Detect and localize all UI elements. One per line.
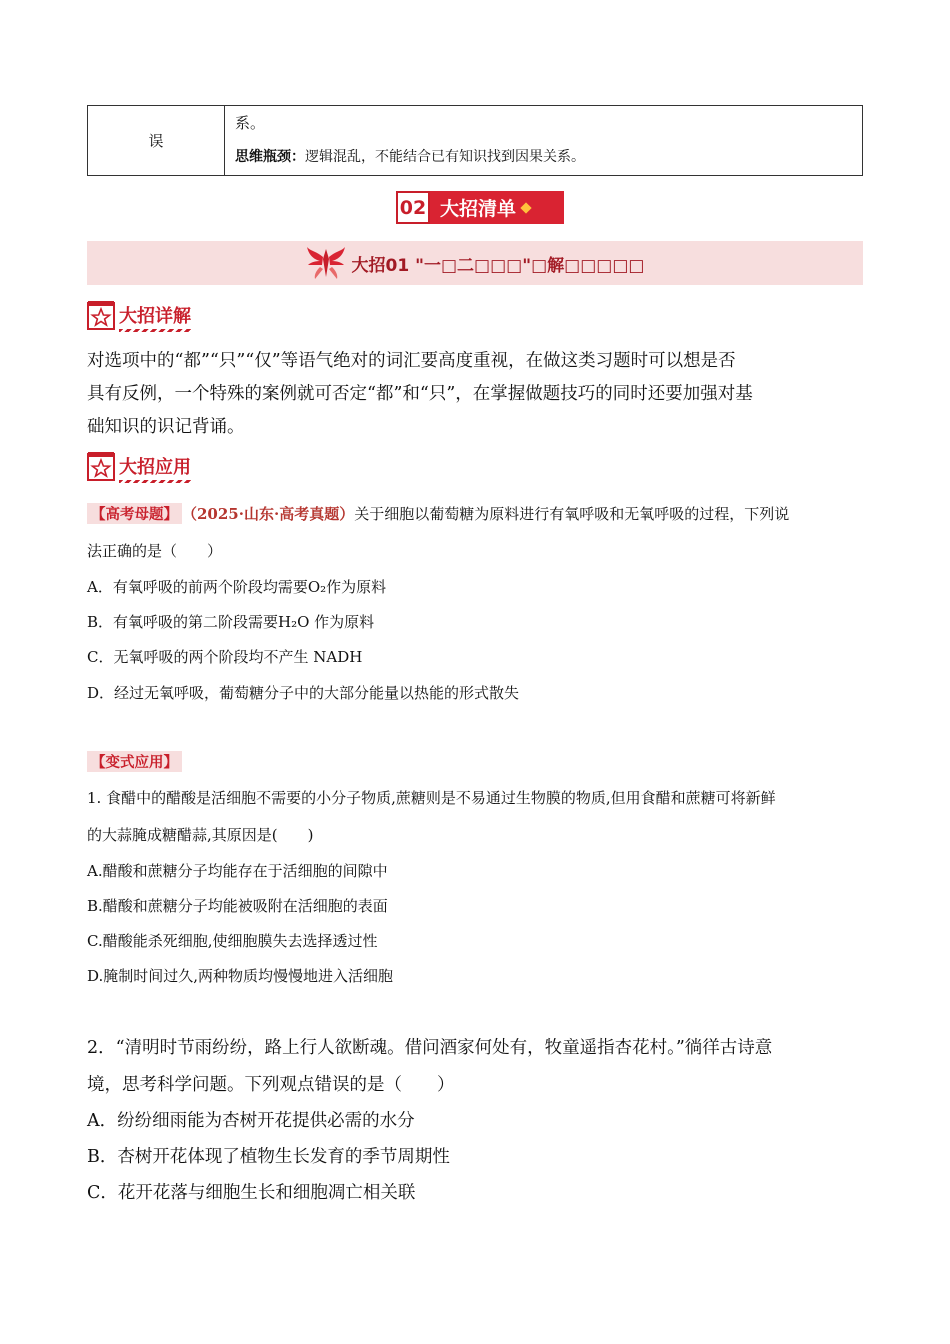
table-cell-line1: 系。 (235, 114, 266, 132)
q2-option-a: A．纷纷细雨能为杏树开花提供必需的水分 (87, 1111, 415, 1131)
banner-title: 大招01 "一□二□□□"□解□□□□□ (351, 255, 645, 276)
option-c: C．无氧呼吸的两个阶段均不产生 NADH (87, 648, 363, 666)
bottleneck-text: 逻辑混乱，不能结合已有知识找到因果关系。 (305, 149, 585, 165)
table-cell-line2 (235, 146, 585, 166)
section-title: 大招清单 (440, 198, 517, 220)
mother-question-stem-2: 法正确的是（ ） (87, 542, 223, 560)
star-book-icon (87, 451, 115, 481)
variant-tag: 【变式应用】 (87, 751, 182, 772)
section-title-box (430, 191, 564, 224)
star-book-icon (87, 300, 115, 330)
detail-line: 对选项中的“都”“只”“仅”等语气绝对的词汇要高度重视，在做这类习题时可以想是否 (87, 351, 736, 371)
bottleneck-label: 思维瓶颈： (235, 149, 305, 165)
detail-heading-text: 大招详解 (119, 302, 191, 328)
diamond-icon (520, 202, 531, 213)
q1-stem-2: 的大蒜腌成糖醋蒜,其原因是( ) (87, 826, 314, 844)
q2-stem: 2．“清明时节雨纷纷，路上行人欲断魂。借问酒家何处有，牧童遥指杏花村。”徜徉古诗意 (87, 1038, 773, 1058)
application-heading-text: 大招应用 (119, 453, 191, 479)
wings-emblem-icon (306, 245, 346, 281)
option-a: A．有氧呼吸的前两个阶段均需要O₂作为原料 (87, 578, 387, 596)
section-badge (396, 191, 564, 224)
q1-option-c: C.醋酸能杀死细胞,使细胞膜失去选择透过性 (87, 932, 378, 950)
mother-question-tag: 【高考母题】 (87, 503, 182, 524)
q1-option-d: D.腌制时间过久,两种物质均慢慢地进入活细胞 (87, 967, 394, 985)
table-row-label: 误 (88, 106, 225, 175)
mother-question-stem (87, 503, 789, 524)
detail-line: 础知识的识记背诵。 (87, 417, 245, 437)
detail-line: 具有反例，一个特殊的案例就可否定“都”和“只”，在掌握做题技巧的同时还要加强对基 (87, 384, 753, 404)
q2-stem-2: 境，思考科学问题。下列观点错误的是（ ） (87, 1075, 455, 1095)
q2-option-c: C．花开花落与细胞生长和细胞凋亡相关联 (87, 1183, 416, 1203)
option-b: B．有氧呼吸的第二阶段需要H₂O 作为原料 (87, 613, 375, 631)
section-number: 02 (396, 191, 430, 224)
q1-option-b: B.醋酸和蔗糖分子均能被吸附在活细胞的表面 (87, 897, 388, 915)
q1-option-a: A.醋酸和蔗糖分子均能存在于活细胞的间隙中 (87, 862, 388, 880)
q1-stem: 1. 食醋中的醋酸是活细胞不需要的小分子物质,蔗糖则是不易通过生物膜的物质,但用食醋和蔗糖可将新鲜 (87, 789, 776, 807)
summary-table (87, 105, 863, 176)
q2-option-b: B．杏树开花体现了植物生长发育的季节周期性 (87, 1147, 450, 1167)
trick-banner (87, 241, 863, 285)
mother-question-text: 关于细胞以葡萄糖为原料进行有氧呼吸和无氧呼吸的过程，下列说 (354, 505, 790, 523)
detail-heading (87, 300, 191, 330)
detail-paragraph (87, 345, 863, 444)
mother-question-source: （2025·山东·高考真题） (182, 505, 355, 523)
variant-tag-line (87, 751, 182, 772)
option-d: D．经过无氧呼吸，葡萄糖分子中的大部分能量以热能的形式散失 (87, 684, 520, 702)
application-heading (87, 451, 191, 481)
